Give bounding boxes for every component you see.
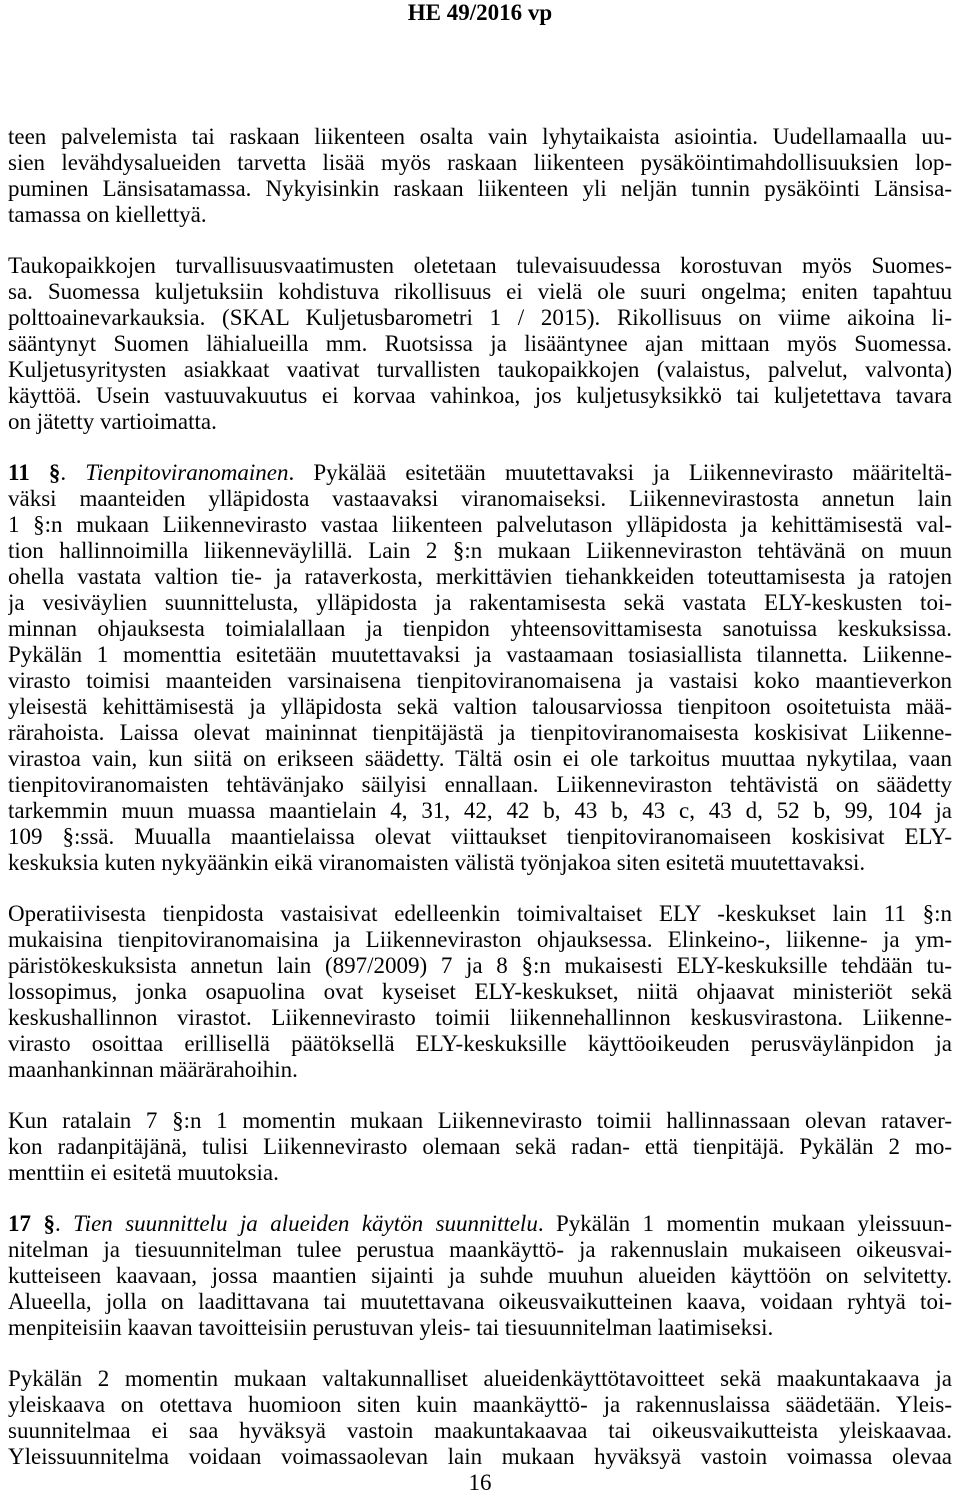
- text-line: ohella vastata valtion tie- ja rataverkosta, merkittävien tiehankkeiden toteuttamisesta ja ratojen: [8, 564, 952, 589]
- text-run: . Pykälää esitetään muutettavaksi ja Liikennevirasto määriteltä-: [288, 460, 952, 485]
- text-line: nitelman ja tiesuunnitelman tulee perustua maankäyttö- ja rakennuslain mukaiseen oikeusvai-: [8, 1237, 952, 1262]
- section-separator: .: [54, 1211, 74, 1236]
- text-line: yleiskaava on otettava huomioon siten kuin maankäyttö- ja rakennuslaissa säädetään. Yleis-: [8, 1392, 952, 1417]
- text-line: Operatiivisesta tienpidosta vastaisivat edelleenkin toimivaltaiset ELY -keskukset lain 11 §:n: [8, 901, 952, 926]
- text-line: virasto osoittaa erillisellä päätöksellä ELY-keskuksille käyttöoikeuden perusväylänpidon ja: [8, 1031, 952, 1056]
- document-body: [8, 124, 952, 1470]
- text-line: yleisestä kehittämisestä ja ylläpidosta sekä valtion talousarviossa tienpitoon osoitetuista mää-: [8, 694, 952, 719]
- text-line: tamassa on kiellettyä.: [8, 202, 207, 227]
- text-line: 109 §:ssä. Muualla maantielaissa olevat viittaukset tienpitoviranomaiseen koskisivat ELY-: [8, 824, 952, 849]
- paragraph-3: [8, 460, 952, 876]
- text-line: mukaisina tienpitoviranomaisina ja Liikenneviraston ohjauksessa. Elinkeino-, liikenne- ja ym-: [8, 927, 952, 952]
- section-title: Tien suunnittelu ja alueiden käytön suunnittelu: [73, 1211, 538, 1236]
- text-line: teen palvelemista tai raskaan liikenteen osalta vain lyhytaikaista asiointia. Uudellamaalla uu-: [8, 124, 952, 149]
- text-line: puminen Länsisatamassa. Nykyisinkin raskaan liikenteen yli neljän tunnin pysäköinti Länsisa-: [8, 176, 952, 201]
- document-header: HE 49/2016 vp: [407, 0, 553, 25]
- paragraph-6: [8, 1211, 952, 1341]
- text-line: virastoa vain, kun siitä on erikseen säädetty. Tältä osin ei ole tarkoitus muuttaa nykytilaa, vaan: [8, 746, 952, 771]
- text-line: Kun ratalain 7 §:n 1 momentin mukaan Liikennevirasto toimii hallinnassaan olevan rataver-: [8, 1108, 952, 1133]
- paragraph-1: [8, 124, 952, 228]
- text-line: polttoainevarkauksia. (SKAL Kuljetusbarometri 1 / 2015). Rikollisuus on viime aikoina li-: [8, 305, 952, 330]
- text-line: keskushallinnon virastot. Liikennevirasto toimii liikennehallinnon keskusvirastona. Liikenne-: [8, 1005, 952, 1030]
- text-line: virasto toimisi maanteiden varsinaisena tienpitoviranomaisena ja vastaisi koko maantieverkon: [8, 668, 952, 693]
- text-line: keskuksia kuten nykyäänkin eikä viranomaisten välistä työnjakoa siten esitetä muutettavaksi.: [8, 850, 866, 875]
- text-line: Yleissuunnitelma voidaan voimassaolevan lain mukaan hyväksyä vastoin voimassa olevaa: [8, 1444, 952, 1469]
- text-line: [8, 460, 952, 486]
- text-line: sa. Suomessa kuljetuksiin kohdistuva rikollisuus ei vielä ole suuri ongelma; eniten tapahtuu: [8, 279, 952, 304]
- text-line: käyttöä. Usein vastuuvakuutus ei korvaa vahinkoa, jos kuljetusyksikkö tai kuljetettava tavara: [8, 383, 952, 408]
- text-line: päristökeskuksista annetun lain (897/2009) 7 ja 8 §:n mukaisesti ELY-keskuksille tehdään tu-: [8, 953, 952, 978]
- text-line: rärahoista. Laissa olevat maininnat tienpitäjästä ja tienpitoviranomaisesta koskisivat Liikenne-: [8, 720, 952, 745]
- text-line: Pykälän 2 momentin mukaan valtakunnalliset alueidenkäyttötavoitteet sekä maakuntakaava ja: [8, 1366, 952, 1391]
- text-line: lossopimus, jonka osapuolina ovat kyseiset ELY-keskukset, niitä ohjaavat ministeriöt sekä: [8, 979, 952, 1004]
- text-line: menpiteisiin kaavan tavoitteisiin perustuvan yleis- tai tiesuunnitelman laatimiseksi.: [8, 1315, 774, 1340]
- text-line: suunnitelmaa ei saa hyväksyä vastoin maakuntakaavaa tai oikeusvaikutteista yleiskaavaa.: [8, 1418, 952, 1443]
- text-line: väksi maanteiden ylläpidosta vastaavaksi viranomaiseksi. Liikennevirastosta annetun lain: [8, 486, 952, 511]
- section-number: 17 §: [8, 1211, 55, 1236]
- text-line: minnan ohjauksesta toimialallaan ja tienpidon yhteensovittamisesta sanotuissa keskuksissa.: [8, 616, 952, 641]
- section-separator: .: [60, 460, 86, 485]
- text-line: Alueella, jolla on laadittavana tai muutettavana oikeusvaikutteinen kaava, voidaan ryhtyä toi-: [8, 1289, 952, 1314]
- section-number: 11 §: [8, 460, 61, 485]
- text-line: kon radanpitäjänä, tulisi Liikennevirasto olemaan sekä radan- että tienpitäjä. Pykälän 2 mo-: [8, 1134, 952, 1159]
- text-line: tion hallinnoimilla liikenneväylillä. Lain 2 §:n mukaan Liikenneviraston tehtävänä on muun: [8, 538, 952, 563]
- text-line: on jätetty vartioimatta.: [8, 409, 217, 434]
- page-number: 16: [468, 1470, 492, 1495]
- text-line: sien levähdysalueiden tarvetta lisää myös raskaan liikenteen pysäköintimahdollisuuksien lop-: [8, 150, 952, 175]
- text-line: Taukopaikkojen turvallisuusvaatimusten oletetaan tulevaisuudessa korostuvan myös Suomes-: [8, 253, 952, 278]
- paragraph-2: [8, 253, 952, 435]
- text-line: maanhankinnan määrärahoihin.: [8, 1057, 298, 1082]
- text-line: tienpitoviranomaisten tehtävänjako säilyisi ennallaan. Liikenneviraston tehtävistä on säädetty: [8, 772, 952, 797]
- section-title: Tienpitoviranomainen: [85, 460, 289, 485]
- paragraph-4: [8, 901, 952, 1083]
- text-line: [8, 1211, 952, 1237]
- text-line: kutteiseen kaavaan, jossa maantien sijainti ja suhde muuhun alueiden käyttöön on selvitetty.: [8, 1263, 952, 1288]
- text-run: . Pykälän 1 momentin mukaan yleissuun-: [537, 1211, 952, 1236]
- text-line: Kuljetusyritysten asiakkaat vaativat turvallisten taukopaikkojen (valaistus, palvelut, valvonta): [8, 357, 952, 382]
- text-line: Pykälän 1 momenttia esitetään muutettavaksi ja vastaamaan tosiasiallista tilannetta. Liikenne-: [8, 642, 952, 667]
- text-line: menttiin ei esitetä muutoksia.: [8, 1160, 279, 1185]
- text-line: sääntynyt Suomen lähialueilla mm. Ruotsissa ja lisääntynee ajan mittaan myös Suomessa.: [8, 331, 952, 356]
- paragraph-7: [8, 1366, 952, 1470]
- text-line: ja vesiväylien suunnittelusta, ylläpidosta ja rakentamisesta sekä vastata ELY-keskusten toi-: [8, 590, 952, 615]
- text-line: 1 §:n mukaan Liikennevirasto vastaa liikenteen palvelutason ylläpidosta ja kehittämisestä val-: [8, 512, 952, 537]
- text-line: tarkemmin muun muassa maantielain 4, 31, 42, 42 b, 43 b, 43 c, 43 d, 52 b, 99, 104 ja: [8, 798, 952, 823]
- paragraph-5: [8, 1108, 952, 1186]
